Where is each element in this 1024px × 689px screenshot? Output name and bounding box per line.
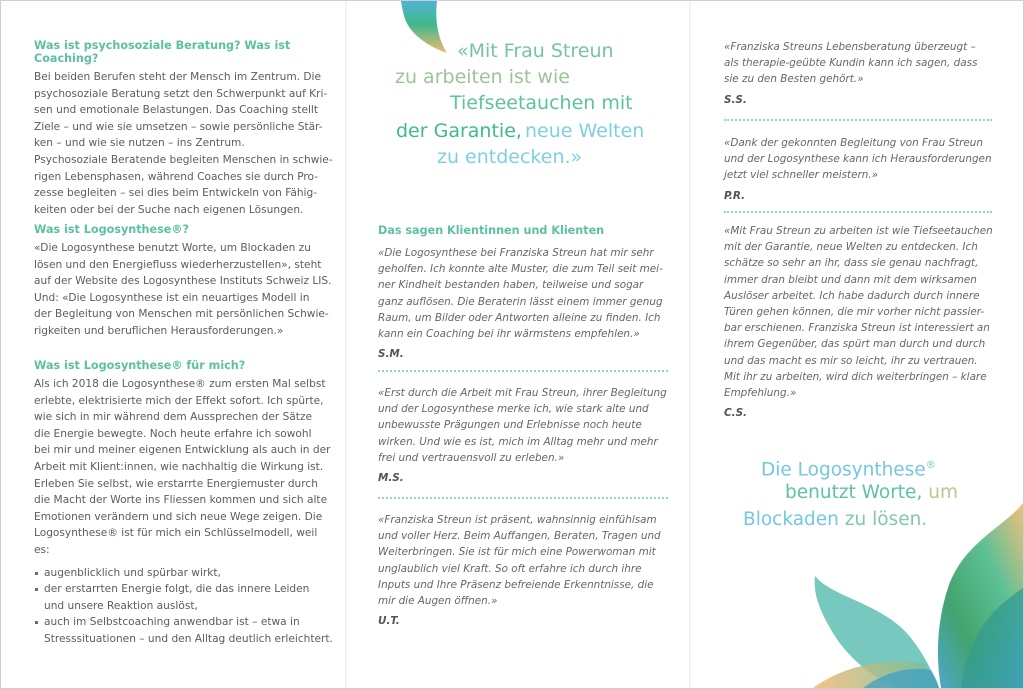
testimonial-line: Raum, um Bilder oder Antworten alleine zu finden. Ich	[378, 311, 661, 324]
testimonial-line: wirken. Und wie es ist, mich im Alltag mehr und mehr	[378, 435, 658, 448]
panel-left	[1, 1, 345, 688]
testimonial-line: mit der Garantie, neue Welten zu entdecken. Ich	[724, 241, 978, 254]
slogan-text: zu lösen.	[844, 509, 928, 530]
text-line: und unsere Reaktion auslöst,	[44, 599, 198, 612]
testimonial-line: und der Logosynthese kann ich Herausforderungen	[724, 153, 992, 166]
text-line: augenblicklich und spürbar wirkt,	[44, 566, 221, 579]
text-line: lösen und den Energiefluss wiederherzustellen», steht	[34, 258, 322, 271]
big-quote-line: «Mit Frau Streun	[457, 40, 614, 62]
testimonial-line: frei und vertrauensvoll zu erleben.»	[378, 451, 565, 464]
testimonial-line: und voller Herz. Beim Auffangen, Beraten, Tragen und	[378, 530, 661, 543]
big-quote-line: zu entdecken.»	[437, 146, 583, 168]
text-line: auf der Website des Logosynthese Instituts Schweiz LIS.	[34, 275, 332, 288]
testimonial-line: Inputs und Ihre Präsenz befreiende Erkenntnisse, die	[378, 578, 654, 591]
text-line: ken – und wie sie nutzen – ins Zentrum.	[34, 137, 245, 150]
testimonial-author: C.S.	[724, 407, 748, 420]
text-line: Und: «Die Logosynthese ist ein neuartiges Modell in	[34, 291, 310, 304]
text-line: Logosynthese® ist für mich ein Schlüsselmodell, weil es:	[34, 527, 318, 556]
testimonial-line: kann ein Coaching bei ihr wärmstens empfehlen.»	[378, 328, 640, 341]
list-item	[34, 581, 334, 614]
section-body	[34, 240, 334, 340]
big-quote-line: neue Welten	[525, 120, 645, 142]
text-line: die Macht der Worte ins Fliessen kommen und sich alte	[34, 494, 328, 507]
testimonial-line: «Mit Frau Streun zu arbeiten ist wie Tiefseetauchen	[724, 225, 993, 237]
registered-mark: ®	[925, 460, 936, 471]
testimonial-line: unbewusste Prägungen und Erlebnisse noch heute	[378, 419, 642, 432]
text-line: rigkeiten und beruflichen Herausforderungen.»	[34, 324, 284, 337]
testimonial-line: Türen gehen können, die mir vorher nicht passier-	[724, 306, 985, 319]
testimonial-line: «Franziska Streun ist präsent, wahnsinnig einfühlsam	[378, 514, 657, 526]
text-line: Erleben Sie selbst, wie erstarrte Energiemuster durch	[34, 477, 318, 490]
testimonial-line: schätze so sehr an ihr, dass sie genau nachfragt,	[724, 257, 979, 270]
slogan-text: um	[928, 482, 958, 503]
testimonial-line: als therapie-geübte Kundin kann ich sagen, dass	[724, 57, 978, 70]
big-quote-line: zu arbeiten ist wie	[395, 66, 570, 88]
testimonial-author: S.S.	[724, 93, 747, 106]
testimonial-line: Auslöser arbeitet. Ich habe dadurch durch innere	[724, 289, 980, 302]
testimonial	[378, 512, 678, 629]
dotted-divider	[378, 497, 668, 499]
text-line: psychosoziale Beratung setzt den Schwerpunkt auf Kri-	[34, 87, 328, 100]
panel-middle	[347, 1, 689, 688]
section-heading: Was ist Logosynthese®?	[34, 223, 190, 236]
text-line: erlebte, elektrisierte mich der Effekt sofort. Ich spürte,	[34, 394, 324, 407]
testimonial-line: und der Logosynthese merke ich, wie stark alte und	[378, 403, 649, 416]
text-line: Ziele – und wie sie umsetzen – sowie persönliche Stär-	[34, 120, 323, 133]
big-quote-line: Tiefseetauchen mit	[450, 92, 633, 114]
testimonial-line: «Erst durch die Arbeit mit Frau Streun, ihrer Begleitung	[378, 387, 667, 399]
slogan-text: benutzt Worte,	[785, 482, 929, 503]
slogan-text: Die Logosynthese	[761, 459, 926, 481]
testimonial-line: jetzt viel schneller meistern.»	[724, 169, 879, 182]
testimonial-author: S.M.	[378, 348, 404, 361]
list-item	[34, 614, 334, 647]
testimonial-line: Mit ihr zu arbeiten, wird dich weiterbringen – klare	[724, 370, 987, 383]
testimonial-line: mir die Augen öffnen.»	[378, 595, 498, 608]
list-item	[34, 565, 334, 582]
section-heading: Was ist psychosoziale Beratung? Was ist Coaching?	[34, 39, 291, 65]
text-line: «Die Logosynthese benutzt Worte, um Blockaden zu	[34, 242, 311, 254]
testimonial-line: «Die Logosynthese bei Franziska Streun hat mir sehr	[378, 247, 654, 259]
text-line: Emotionen verändern und sich neue Wege zeigen. Die	[34, 510, 323, 523]
testimonial-author: M.S.	[378, 472, 404, 485]
testimonial-line: ner Kindheit bestanden haben, teilweise und sogar	[378, 279, 644, 292]
testimonial-line: ganz auflösen. Die Beraterin lässt einem immer genug	[378, 295, 663, 308]
leaves-icon	[803, 488, 1023, 688]
text-line: Psychosoziale Beratende begleiten Menschen in schwie-	[34, 153, 333, 166]
text-line: Arbeit mit Klient:innen, wie nachhaltig die Wirkung ist.	[34, 460, 324, 473]
slogan	[691, 1, 1023, 531]
testimonial-author: U.T.	[378, 615, 400, 628]
text-line: die Energie bewegte. Noch heute erfahre ich sowohl	[34, 427, 312, 440]
testimonials-heading-block	[378, 224, 678, 241]
text-line: bei mir und meiner eigenen Entwicklung als auch in der	[34, 444, 331, 457]
text-line: Als ich 2018 die Logosynthese® zum ersten Mal selbst	[34, 378, 326, 390]
testimonial-line: unglaublich viel Kraft. So oft erfahre ich durch ihre	[378, 562, 642, 575]
testimonial-line: Empfehlung.»	[724, 387, 797, 400]
big-quote-line: der Garantie,	[396, 120, 522, 142]
slogan-text: Blockaden	[743, 509, 845, 530]
text-line: wie sich in mir während dem Aussprechen der Sätze	[34, 411, 313, 424]
testimonial	[378, 245, 678, 362]
testimonial-line: ihrem Gegenüber, das spürt man durch und durch	[724, 338, 986, 351]
testimonial	[378, 385, 678, 486]
section-beratung-coaching	[34, 39, 334, 218]
benefits-list	[34, 565, 334, 648]
text-line: keiten oder bei der Suche nach eigenen Lösungen.	[34, 203, 304, 216]
section-logosynthese-fuer-mich	[34, 359, 334, 648]
testimonial-line: geholfen. Ich konnte alte Muster, die zum Teil seit mei-	[378, 263, 663, 276]
big-quote	[347, 1, 689, 201]
testimonial-line: immer dran bleibt und dann mit dem wirksamen	[724, 273, 977, 286]
testimonial-line: Weiterbringen. Sie ist für mich eine Powerwoman mit	[378, 546, 656, 559]
section-heading: Was ist Logosynthese® für mich?	[34, 359, 246, 372]
testimonial-line: und das macht es mir so leicht, ihr zu vertrauen.	[724, 354, 978, 367]
text-line: der erstarrten Energie folgt, die das innere Leiden	[44, 583, 310, 596]
text-line: zesse begleiten – sei dies beim Entwickeln von Fähig-	[34, 187, 318, 200]
testimonial-line: «Franziska Streuns Lebensberatung überzeugt –	[724, 41, 976, 53]
testimonial-line: bar erschienen. Franziska Streun ist interessiert an	[724, 322, 990, 335]
text-line: Stresssituationen – und den Alltag deutlich erleichtert.	[44, 632, 333, 645]
section-body	[34, 69, 334, 218]
panel-right	[691, 1, 1023, 688]
testimonial-line: sie zu den Besten gehört.»	[724, 73, 864, 86]
testimonial-line: «Dank der gekonnten Begleitung von Frau Streun	[724, 137, 983, 149]
section-logosynthese	[34, 223, 334, 340]
testimonial-author: P.R.	[724, 189, 746, 202]
text-line: sen und emotionale Belastungen. Das Coaching stellt	[34, 104, 319, 117]
section-body	[34, 376, 334, 648]
text-line: Bei beiden Berufen steht der Mensch im Zentrum. Die	[34, 71, 321, 83]
testimonials-heading: Das sagen Klientinnen und Klienten	[378, 224, 605, 237]
text-line: rigen Lebensphasen, während Coaches sie durch Pro-	[34, 170, 319, 183]
text-line: der Begleitung von Menschen mit persönlichen Schwie-	[34, 308, 329, 321]
dotted-divider	[378, 370, 668, 372]
text-line: auch im Selbstcoaching anwendbar ist – etwa in	[44, 616, 300, 629]
